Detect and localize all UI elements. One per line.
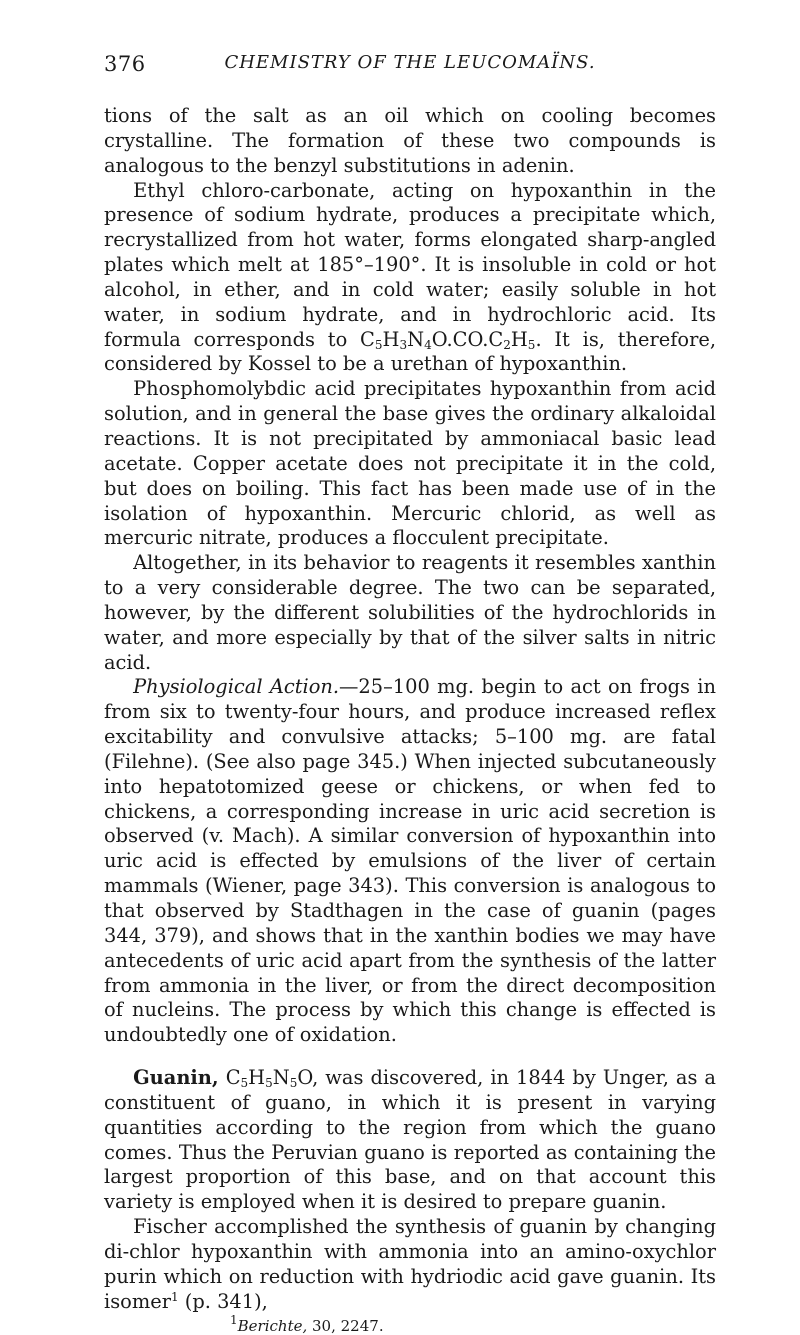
paragraph-phosphomolybdic-acid: Phosphomolybdic acid precipitates hypoxanthin from acid solution, and in general the base gives the ordinary alkaloidal reactions. It is not precipitated by ammoniacal basic lead acetate. Copper acetate does not precipitate it in the cold, but does on boiling. This fact has been made use of in the isolation of hypoxanthin. Mercuric chlorid, as well as mercuric nitrate, produces a flocculent precipitate. xyxy=(104,377,716,550)
paragraph-physiological-action: Physiological Action.—25–100 mg. begin to act on frogs in from six to twenty-four hours, and produce increased reflex excitability and convulsive attacks; 5–100 mg. are fatal (Filehne). (See also page 345.) When injected subcutaneously into hepatotomized geese or chickens, or when fed to chickens, a corresponding increase in uric acid secretion is observed (v. Mach). A similar conversion of hypoxanthin into uric acid is effected by emulsions of the liver of certain mammals (Wiener, page 343). This conversion is analogous to that observed by Stadthagen in the case of guanin (pages 344, 379), and shows that in the xanthin bodies we may have antecedents of uric acid apart from the synthesis of the latter from ammonia in the liver, or from the direct decomposition of nucleins. The process by which this change is effected is undoubtedly one of oxidation. xyxy=(104,675,716,1047)
running-title: CHEMISTRY OF THE LEUCOMAÏNS. xyxy=(224,52,596,73)
formula-urethan: $C_5H_3N_4O.CO.C_2H_5$ xyxy=(360,327,536,352)
physiological-action-heading: Physiological Action. xyxy=(133,675,340,699)
paragraph-behavior-to-reagents: Altogether, in its behavior to reagents it resembles xanthin to a very considerable degree. The two can be separated, however, by the different solubilities of the hydrochlorids in water, and more especially by that of the silver salts in nitric acid. xyxy=(104,551,716,674)
paragraph-ethyl-chloro-carbonate: Ethyl chloro-carbonate, acting on hypoxanthin in the presence of sodium hydrate, produces a precipitate which, recrystallized from hot water, forms elongated sharp-angled plates which melt at 185°–190°. It is insoluble in cold or hot alcohol, in ether, and in cold water; easily soluble in hot water, in sodium hydrate, and in hydrochloric acid. Its formula corresponds to $C_5H_3N_4O.CO.C_2H_5$. It is, therefore, considered by Kossel to be a urethan of hypoxanthin. xyxy=(104,178,717,376)
footnote-number: 1 xyxy=(230,1312,238,1327)
page-body xyxy=(104,104,716,1335)
footnote-source: Berichte, xyxy=(237,1316,308,1335)
footnote-marker: 1 xyxy=(170,1289,179,1304)
paragraph-guanin-intro: Guanin, $C_5H_5N_5O$, was discovered, in 1844 by Unger, as a constituent of guano, in which it is present in varying quantities according to the region from which the guano comes. Thus the Peruvian guano is reported as containing the largest proportion of this base, and on that account this variety is employed when it is desired to prepare guanin. xyxy=(104,1066,716,1214)
section-divider xyxy=(104,1048,716,1066)
paragraph-guanin-synthesis: Fischer accomplished the synthesis of guanin by changing di-chlor hypoxanthin with ammonia into an amino-oxychlor purin which on reduction with hydriodic acid gave guanin. Its isomer$^1$ (p. 341), xyxy=(104,1215,716,1313)
footnote xyxy=(104,1312,716,1335)
paragraph-continuation: tions of the salt as an oil which on cooling becomes crystalline. The formation of these two compounds is analogous to the benzyl substitutions in adenin. xyxy=(104,104,716,177)
page-header xyxy=(104,52,716,82)
guanin-heading: Guanin, xyxy=(133,1066,219,1090)
footnote-reference: 30, 2247. xyxy=(307,1316,384,1335)
formula-guanin: $C_5H_5N_5O$ xyxy=(225,1066,313,1091)
page-number: 376 xyxy=(104,52,146,76)
